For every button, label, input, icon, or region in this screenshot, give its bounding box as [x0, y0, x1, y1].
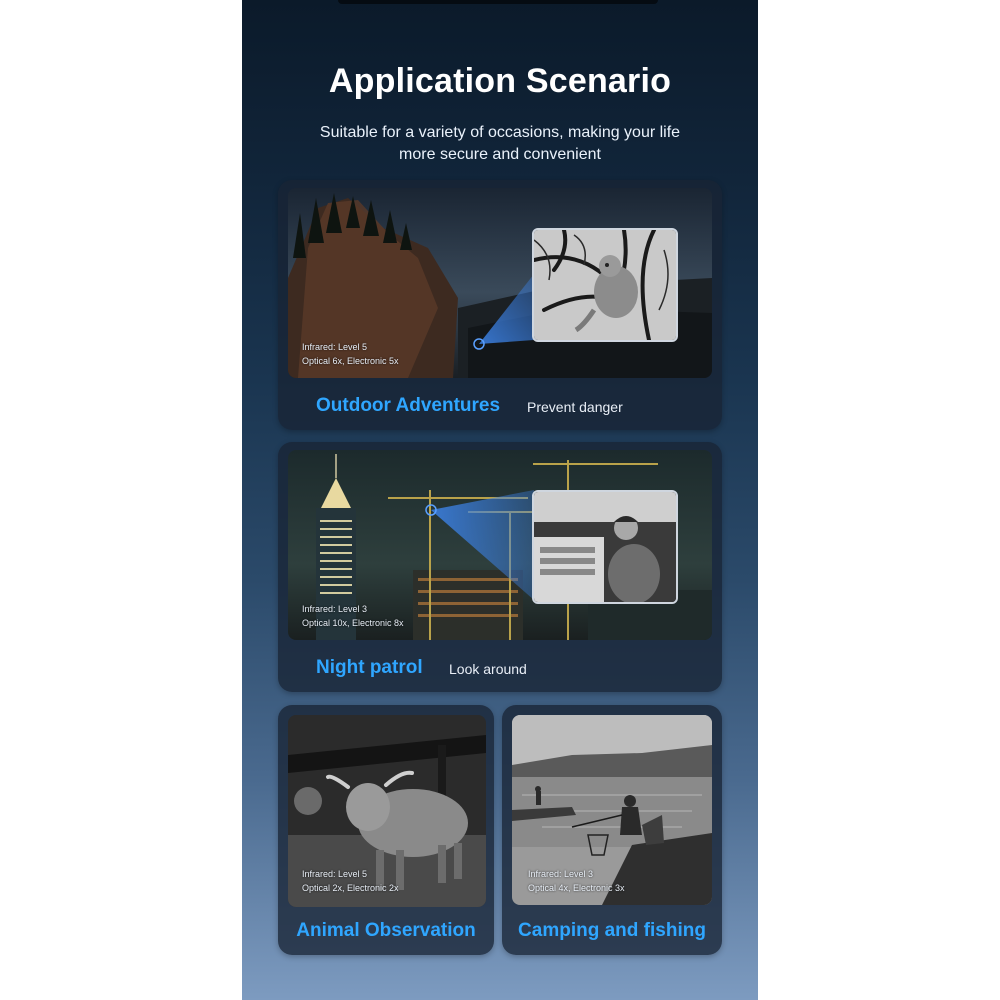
infrared-level: Infrared: Level 3	[302, 604, 368, 614]
top-edge-bar	[338, 0, 658, 4]
scenario-title: Animal Observation	[296, 920, 476, 941]
infrared-level: Infrared: Level 3	[528, 869, 594, 879]
page-subtitle	[282, 122, 718, 166]
scenario-card-outdoor-adventures	[278, 180, 722, 430]
infrared-level: Infrared: Level 5	[302, 342, 368, 352]
thermal-monkey-inset	[532, 228, 678, 342]
infrared-level: Infrared: Level 5	[302, 869, 368, 879]
application-scenario-panel	[242, 0, 758, 1000]
scenario-tagline: Look around	[449, 661, 527, 677]
lakeside-fishing-image	[512, 715, 712, 905]
outdoor-night-cliff-image	[288, 188, 712, 378]
scenario-card-night-patrol	[278, 442, 722, 692]
scenario-title: Camping and fishing	[518, 920, 706, 941]
scenario-card-camping-fishing	[502, 705, 722, 955]
spec-text	[528, 867, 625, 895]
spec-text	[302, 340, 399, 368]
zoom-spec: Optical 2x, Electronic 2x	[302, 883, 399, 893]
scenario-tagline: Prevent danger	[527, 399, 623, 415]
scenario-title: Outdoor Adventures	[316, 395, 501, 416]
night-city-construction-image	[288, 450, 712, 640]
highland-cattle-night-image	[288, 715, 486, 907]
scenario-card-animal-observation	[278, 705, 494, 955]
spec-text	[302, 602, 404, 630]
operator-at-console-inset	[532, 490, 678, 604]
spec-text	[302, 867, 399, 895]
subtitle-line-1: Suitable for a variety of occasions, making your life	[319, 124, 681, 141]
zoom-spec: Optical 10x, Electronic 8x	[302, 618, 404, 628]
zoom-spec: Optical 6x, Electronic 5x	[302, 356, 399, 366]
scenario-title: Night patrol	[316, 657, 423, 678]
page-title: Application Scenario	[328, 62, 672, 100]
subtitle-line-2: more secure and convenient	[399, 146, 601, 163]
zoom-spec: Optical 4x, Electronic 3x	[528, 883, 625, 893]
